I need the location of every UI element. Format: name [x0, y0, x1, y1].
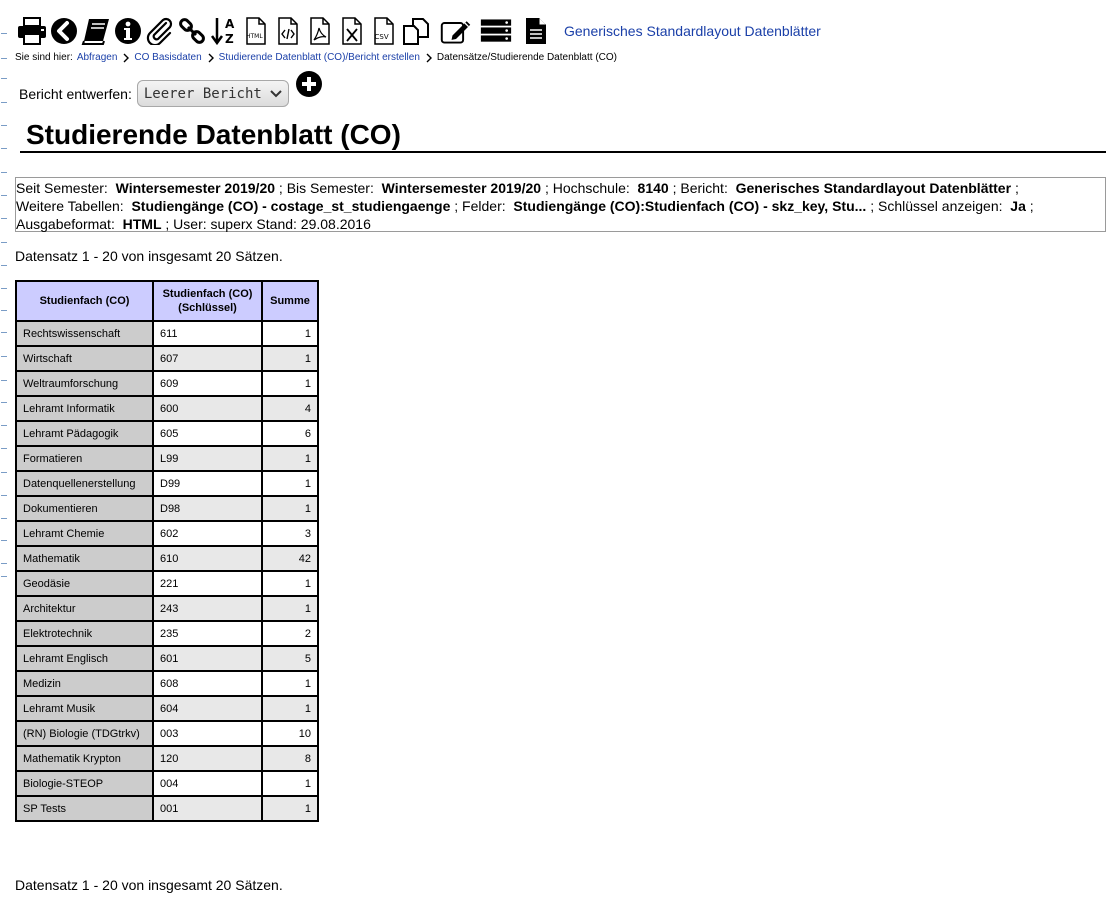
cell-studienfach: Mathematik Krypton	[16, 746, 153, 771]
breadcrumb-item-abfragen[interactable]: Abfragen	[76, 52, 118, 63]
cell-summe: 3	[262, 521, 318, 546]
cell-studienfach: Lehramt Musik	[16, 696, 153, 721]
cell-studienfach: Lehramt Englisch	[16, 646, 153, 671]
report-parameters	[15, 177, 1106, 232]
table-row	[16, 571, 318, 596]
document-icon[interactable]	[520, 15, 552, 47]
cell-schluessel: 001	[153, 796, 262, 821]
chevron-right-icon	[424, 53, 434, 63]
table-row	[16, 446, 318, 471]
svg-text:Z: Z	[225, 32, 234, 46]
chevron-down-icon	[270, 86, 282, 102]
cell-summe: 1	[262, 471, 318, 496]
excel-file-icon[interactable]	[336, 15, 368, 47]
breadcrumb-item-bericht-erstellen[interactable]: Studierende Datenblatt (CO)/Bericht erstellen	[218, 52, 420, 63]
cell-studienfach: (RN) Biologie (TDGtrkv)	[16, 721, 153, 746]
pdf-file-icon[interactable]	[304, 15, 336, 47]
param-value: Generisches Standardlayout Datenblätter	[735, 180, 1012, 196]
cell-schluessel: 221	[153, 571, 262, 596]
cell-schluessel: 610	[153, 546, 262, 571]
cell-studienfach: Weltraumforschung	[16, 371, 153, 396]
table-row	[16, 396, 318, 421]
breadcrumb-current: Datensätze/Studierende Datenblatt (CO)	[436, 52, 617, 63]
param-label: ; Bericht:	[672, 180, 728, 196]
param-value: Wintersemester 2019/20	[381, 180, 542, 196]
cell-summe: 1	[262, 346, 318, 371]
cell-schluessel: 235	[153, 621, 262, 646]
cell-studienfach: Biologie-STEOP	[16, 771, 153, 796]
table-row	[16, 646, 318, 671]
param-separator: ;	[1014, 180, 1019, 196]
table-row	[16, 671, 318, 696]
table-row	[16, 721, 318, 746]
param-label: ; Schlüssel anzeigen:	[870, 198, 1003, 214]
cell-summe: 1	[262, 596, 318, 621]
param-label: ; Hochschule:	[544, 180, 630, 196]
cell-summe: 1	[262, 771, 318, 796]
cell-studienfach: Mathematik	[16, 546, 153, 571]
designer-label: Bericht entwerfen:	[19, 85, 132, 102]
cell-studienfach: Dokumentieren	[16, 496, 153, 521]
param-value: Studiengänge (CO):Studienfach (CO) - skz_key, Stu...	[513, 198, 867, 214]
cell-studienfach: Architektur	[16, 596, 153, 621]
paperclip-icon[interactable]	[144, 15, 176, 47]
cell-summe: 1	[262, 671, 318, 696]
param-value: Wintersemester 2019/20	[115, 180, 276, 196]
cell-studienfach: Lehramt Pädagogik	[16, 421, 153, 446]
cell-summe: 1	[262, 446, 318, 471]
html-file-icon[interactable]	[240, 15, 272, 47]
breadcrumb-prefix: Sie sind hier:	[15, 52, 73, 63]
report-template-value: Leerer Bericht	[143, 85, 262, 102]
cell-summe: 42	[262, 546, 318, 571]
param-label: Weitere Tabellen:	[16, 198, 124, 214]
cell-schluessel: 004	[153, 771, 262, 796]
table-row	[16, 421, 318, 446]
info-icon[interactable]	[112, 15, 144, 47]
cell-schluessel: 604	[153, 696, 262, 721]
plus-circle-icon	[295, 70, 323, 98]
param-user-stand: ; User: superx Stand: 29.08.2016	[165, 216, 371, 232]
list-icon[interactable]	[480, 15, 512, 47]
table-row	[16, 496, 318, 521]
cell-schluessel: L99	[153, 446, 262, 471]
svg-text:CSV: CSV	[374, 33, 389, 41]
table-header-row	[16, 281, 318, 321]
cell-summe: 1	[262, 496, 318, 521]
cell-schluessel: D99	[153, 471, 262, 496]
table-row	[16, 596, 318, 621]
cell-studienfach: Rechtswissenschaft	[16, 321, 153, 346]
cell-schluessel: 607	[153, 346, 262, 371]
cell-studienfach: Geodäsie	[16, 571, 153, 596]
results-table	[15, 280, 319, 822]
cell-studienfach: Lehramt Chemie	[16, 521, 153, 546]
cell-studienfach: Wirtschaft	[16, 346, 153, 371]
cell-summe: 8	[262, 746, 318, 771]
param-value: 8140	[637, 180, 669, 196]
column-header-schluessel[interactable]: Studienfach (CO) (Schlüssel)	[153, 281, 262, 321]
cell-studienfach: Datenquellenerstellung	[16, 471, 153, 496]
cell-schluessel: 600	[153, 396, 262, 421]
print-icon[interactable]	[16, 15, 48, 47]
sort-az-icon[interactable]	[208, 15, 240, 47]
svg-text:HTML: HTML	[246, 33, 263, 40]
cell-summe: 6	[262, 421, 318, 446]
cell-summe: 5	[262, 646, 318, 671]
table-row	[16, 546, 318, 571]
breadcrumb-item-co-basisdaten[interactable]: CO Basisdaten	[134, 52, 202, 63]
cell-summe: 4	[262, 396, 318, 421]
cell-summe: 1	[262, 371, 318, 396]
edit-icon[interactable]	[440, 15, 472, 47]
svg-text:A: A	[225, 17, 235, 31]
param-label: ; Felder:	[454, 198, 506, 214]
table-row	[16, 371, 318, 396]
record-count-top: Datensatz 1 - 20 von insgesamt 20 Sätzen.	[15, 248, 283, 264]
add-report-button[interactable]	[295, 70, 323, 101]
cell-schluessel: 608	[153, 671, 262, 696]
table-row	[16, 346, 318, 371]
cell-schluessel: 243	[153, 596, 262, 621]
report-designer	[19, 80, 323, 107]
cell-schluessel: 609	[153, 371, 262, 396]
cell-schluessel: 120	[153, 746, 262, 771]
page-title: Studierende Datenblatt (CO)	[20, 118, 1106, 153]
table-row	[16, 796, 318, 821]
cell-summe: 1	[262, 571, 318, 596]
param-separator: ;	[1029, 198, 1034, 214]
cell-studienfach: SP Tests	[16, 796, 153, 821]
cell-summe: 1	[262, 796, 318, 821]
table-row	[16, 621, 318, 646]
cell-summe: 10	[262, 721, 318, 746]
param-label: ; Bis Semester:	[278, 180, 374, 196]
link-icon[interactable]	[176, 15, 208, 47]
table-row	[16, 696, 318, 721]
column-header-summe[interactable]: Summe	[262, 281, 318, 321]
csv-file-icon[interactable]	[368, 15, 400, 47]
book-icon[interactable]	[80, 15, 112, 47]
cell-studienfach: Elektrotechnik	[16, 621, 153, 646]
back-icon[interactable]	[48, 15, 80, 47]
cell-studienfach: Medizin	[16, 671, 153, 696]
left-margin-marks	[0, 20, 8, 590]
cell-schluessel: 611	[153, 321, 262, 346]
cell-summe: 1	[262, 321, 318, 346]
table-row	[16, 771, 318, 796]
table-row	[16, 746, 318, 771]
table-row	[16, 521, 318, 546]
layout-link[interactable]: Generisches Standardlayout Datenblätter	[564, 23, 821, 39]
chevron-right-icon	[206, 53, 216, 63]
report-template-select[interactable]	[137, 80, 289, 107]
cell-studienfach: Formatieren	[16, 446, 153, 471]
cell-studienfach: Lehramt Informatik	[16, 396, 153, 421]
column-header-studienfach[interactable]: Studienfach (CO)	[16, 281, 153, 321]
param-label: Ausgabeformat:	[16, 216, 115, 232]
param-label: Seit Semester:	[16, 180, 108, 196]
breadcrumb	[15, 52, 617, 63]
param-value: HTML	[122, 216, 162, 232]
cell-schluessel: 601	[153, 646, 262, 671]
cell-schluessel: 602	[153, 521, 262, 546]
table-row	[16, 321, 318, 346]
cell-schluessel: 605	[153, 421, 262, 446]
code-file-icon[interactable]	[272, 15, 304, 47]
cell-summe: 1	[262, 696, 318, 721]
table-body	[16, 321, 318, 821]
record-count-bottom: Datensatz 1 - 20 von insgesamt 20 Sätzen.	[15, 877, 283, 893]
chevron-right-icon	[121, 53, 131, 63]
cell-summe: 2	[262, 621, 318, 646]
param-value: Studiengänge (CO) - costage_st_studiengaenge	[131, 198, 451, 214]
copy-icon[interactable]	[400, 15, 432, 47]
cell-schluessel: 003	[153, 721, 262, 746]
cell-schluessel: D98	[153, 496, 262, 521]
table-row	[16, 471, 318, 496]
toolbar	[16, 14, 821, 48]
param-value: Ja	[1010, 198, 1026, 214]
